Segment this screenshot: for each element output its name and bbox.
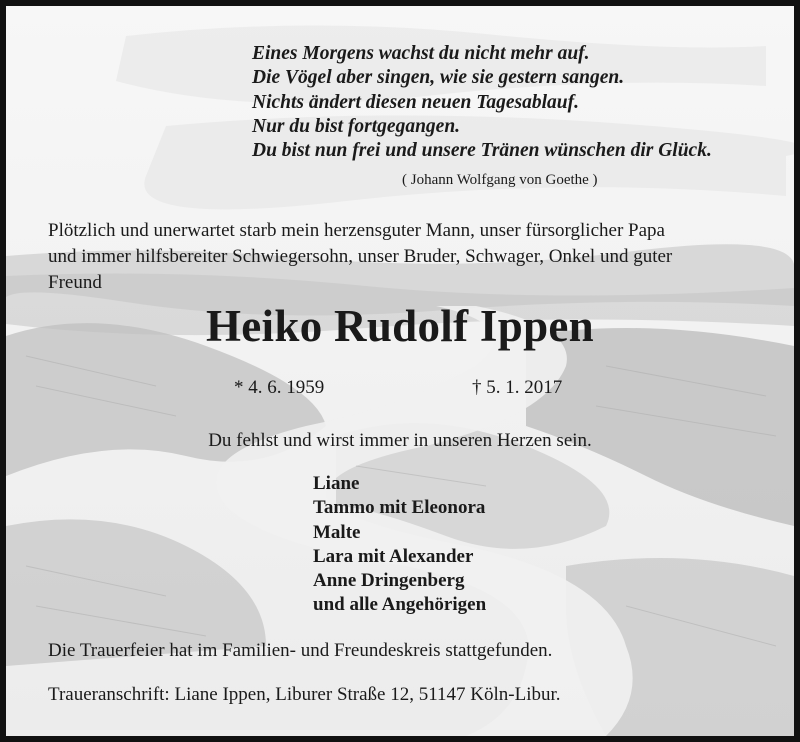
family-member: Anne Dringenberg bbox=[313, 570, 465, 592]
poem-line: Du bist nun frei und unsere Tränen wünschen dir Glück. bbox=[252, 140, 712, 162]
family-list bbox=[313, 472, 486, 618]
poem-line: Nur du bist fortgegangen. bbox=[252, 115, 461, 137]
poem-attribution: ( Johann Wolfgang von Goethe ) bbox=[402, 172, 598, 188]
family-member: und alle Angehörigen bbox=[313, 594, 487, 616]
poem-line: Eines Morgens wachst du nicht mehr auf. bbox=[252, 43, 590, 64]
poem-line: Die Vögel aber singen, wie sie gestern sangen. bbox=[252, 67, 625, 89]
memory-line: Du fehlst und wirst immer in unseren Herzen sein. bbox=[208, 430, 592, 451]
family-member: Liane bbox=[313, 473, 360, 494]
poem bbox=[252, 42, 712, 163]
family-member: Tammo mit Eleonora bbox=[313, 497, 486, 519]
birth-date: * 4. 6. 1959 bbox=[234, 377, 325, 398]
announcement-line: und immer hilfsbereiter Schwiegersohn, unser Bruder, Schwager, Onkel und guter bbox=[48, 246, 673, 267]
condolence-address: Traueranschrift: Liane Ippen, Liburer Straße 12, 51147 Köln-Libur. bbox=[48, 684, 561, 705]
death-announcement bbox=[48, 218, 788, 296]
announcement-line: Plötzlich und unerwartet starb mein herzensguter Mann, unser fürsorglicher Papa bbox=[48, 220, 665, 241]
family-member: Malte bbox=[313, 521, 361, 543]
poem-line: Nichts ändert diesen neuen Tagesablauf. bbox=[252, 91, 580, 113]
announcement-line: Freund bbox=[48, 272, 102, 293]
deceased-name: Heiko Rudolf Ippen bbox=[205, 301, 594, 351]
service-note: Die Trauerfeier hat im Familien- und Freundeskreis stattgefunden. bbox=[48, 640, 553, 661]
family-member: Lara mit Alexander bbox=[313, 545, 474, 567]
death-date: † 5. 1. 2017 bbox=[472, 377, 563, 398]
